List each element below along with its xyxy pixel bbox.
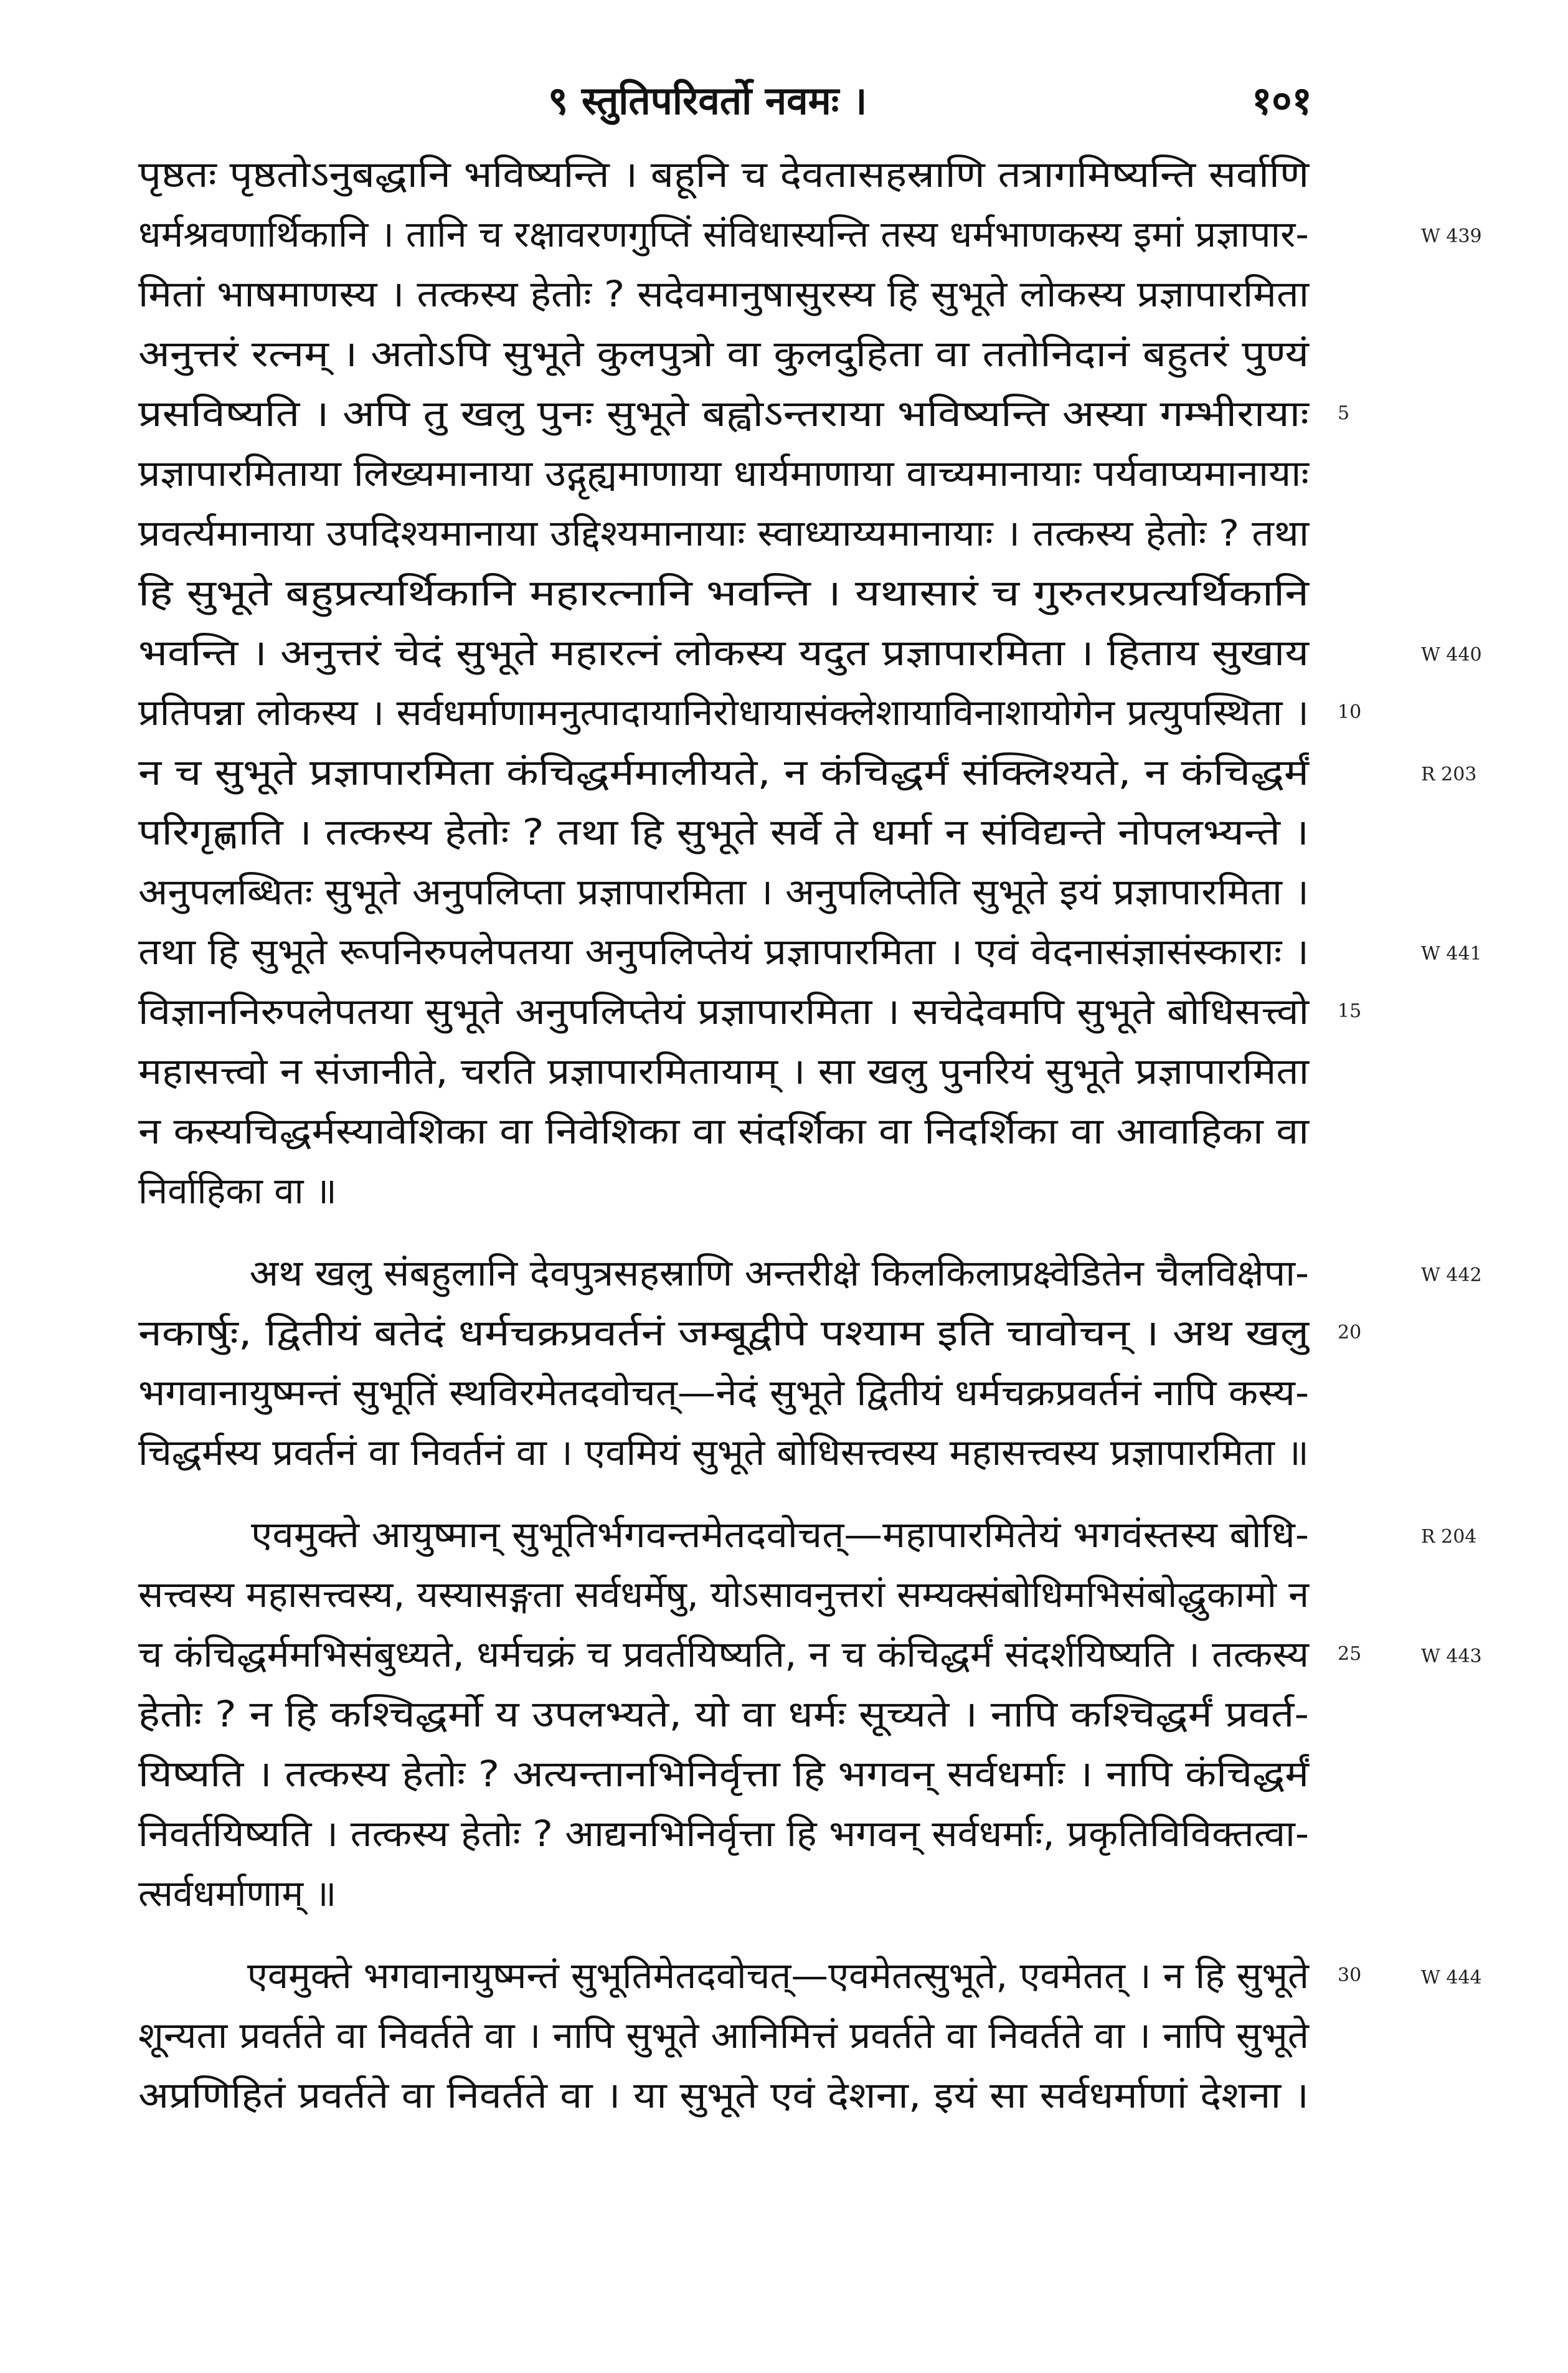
line-text: प्रज्ञापारमिताया लिख्यमानाया उद्गृह्यमाणाया धार्यमाणाया वाच्यमानायाः पर्यवाप्यमानायाः [138, 452, 1309, 495]
margin-reference: W 442 [1421, 1264, 1482, 1286]
line-text: प्रवर्त्यमानाया उपदिश्यमानाया उद्दिश्यमानायाः स्वाध्याय्यमानायाः । तत्कस्य हेतोः ? तथा [138, 512, 1310, 554]
body-text [138, 144, 1362, 2125]
line-text: निवर्तयिष्यति । तत्कस्य हेतोः ? आद्यनभिनिर्वृत्ता हि भगवन् सर्वधर्माः, प्रकृतिविविक्तत्वा- [138, 1812, 1310, 1855]
margin-reference: R 204 [1421, 1526, 1477, 1548]
text-line [138, 1363, 1321, 1423]
paragraph-gap [138, 1221, 1321, 1243]
text-line [138, 1864, 1321, 1923]
line-text: यिष्यति । तत्कस्य हेतोः ? अत्यन्तानभिनिर्वृत्ता हि भगवन् सर्वधर्माः । नापि कंचिद्धर्मं [138, 1753, 1310, 1795]
text-line [138, 1946, 1362, 2006]
text-line [138, 1505, 1321, 1565]
line-text: प्रतिपन्ना लोकस्य । सर्वधर्माणामनुत्पादायानिरोधायासंक्लेशायाविनाशायोगेन प्रत्युपस्थिता । [138, 691, 1309, 734]
line-text: हि सुभूते बहुप्रत्यर्थिकानि महारत्नानि भवन्ति । यथासारं च गुरुतरप्रत्यर्थिकानि [138, 572, 1310, 614]
line-text: त्सर्वधर्माणाम् ॥ [138, 1872, 337, 1915]
chapter-title: ९ स्तुतिपरिवर्तो नवमः । [548, 78, 867, 123]
margin-reference: W 441 [1421, 943, 1482, 965]
line-text: एवमुक्ते भगवानायुष्मन्तं सुभूतिमेतदवोचत्—एवमेतत्सुभूते, एवमेतत् । न हि सुभूते [247, 1954, 1310, 1997]
margin-references [1421, 0, 1564, 2373]
text-line [138, 982, 1362, 1041]
text-line [138, 1684, 1321, 1744]
text-line [138, 1804, 1321, 1864]
line-text: अनुपलब्धितः सुभूते अनुपलिप्ता प्रज्ञापारमिता । अनुपलिप्तेति सुभूते इयं प्रज्ञापारमिता । [138, 871, 1310, 913]
line-number: 10 [1338, 701, 1362, 723]
line-text: भवन्ति । अनुत्तरं चेदं सुभूते महारत्नं लोकस्य यदुत प्रज्ञापारमिता । हिताय सुखाय [138, 632, 1309, 674]
text-line [138, 1624, 1362, 1684]
text-line [138, 1303, 1362, 1363]
line-text: हेतोः ? न हि कश्चिद्धर्मो य उपलभ्यते, यो वा धर्मः सूच्यते । नापि कश्चिद्धर्मं प्रवर्त- [138, 1693, 1309, 1735]
running-head [0, 73, 1568, 130]
line-text: एवमुक्ते आयुष्मान् सुभूतिर्भगवन्तमेतदवोचत्—महापारमितेयं भगवंस्तस्य बोधि- [251, 1513, 1310, 1556]
text-line [138, 443, 1321, 503]
line-text: मितां भाषमाणस्य । तत्कस्य हेतोः ? सदेवमानुषासुरस्य हि सुभूते लोकस्य प्रज्ञापारमिता [138, 273, 1310, 315]
text-line [138, 1744, 1321, 1804]
text-line [138, 563, 1321, 623]
line-text: अनुत्तरं रत्नम् । अतोऽपि सुभूते कुलपुत्रो वा कुलदुहिता वा ततोनिदानं बहुतरं पुण्यं [138, 333, 1309, 375]
line-text: न च सुभूते प्रज्ञापारमिता कंचिद्धर्ममालीयते, न कंचिद्धर्मं संक्लिश्यते, न कंचिद्धर्मं [138, 751, 1309, 793]
text-line [138, 503, 1321, 563]
text-line [138, 1565, 1321, 1624]
line-number: 15 [1338, 1000, 1362, 1022]
paragraph-gap [138, 1482, 1321, 1505]
line-number: 20 [1338, 1322, 1362, 1343]
text-line [138, 2065, 1321, 2125]
margin-reference: W 443 [1421, 1646, 1482, 1667]
text-line [138, 1161, 1321, 1221]
line-text: पृष्ठतः पृष्ठतोऽनुबद्धानि भविष्यन्ति । बहूनि च देवतासहस्राणि तत्रागमिष्यन्ति सर्वाणि [138, 153, 1310, 196]
line-text: सत्त्वस्य महासत्त्वस्य, यस्यासङ्गता सर्वधर्मेषु, योऽसावनुत्तरां सम्यक्संबोधिमभिसंबोद्धुकामो न [138, 1573, 1309, 1616]
line-text: अथ खलु संबहुलानि देवपुत्रसहस्राणि अन्तरीक्षे किलकिलाप्रक्ष्वेडितेन चैलविक्षेपा- [249, 1252, 1310, 1294]
text-line [138, 2006, 1321, 2065]
text-line [138, 1041, 1321, 1101]
text-line [138, 144, 1321, 204]
line-text: भगवानायुष्मन्तं सुभूतिं स्थविरमेतदवोचत्—नेदं सुभूते द्वितीयं धर्मचक्रप्रवर्तनं नापि कस्य- [138, 1371, 1310, 1414]
text-line [138, 1101, 1321, 1161]
line-text: परिगृह्णाति । तत्कस्य हेतोः ? तथा हि सुभूते सर्वे ते धर्मा न संविद्यन्ते नोपलभ्यन्ते । [138, 811, 1310, 853]
text-line [138, 862, 1321, 922]
line-text: निर्वाहिका वा ॥ [138, 1170, 337, 1212]
line-text: तथा हि सुभूते रूपनिरुपलेपतया अनुपलिप्तेयं प्रज्ञापारमिता । एवं वेदनासंज्ञासंस्काराः । [138, 931, 1310, 973]
text-line [138, 1423, 1321, 1482]
line-text: चिद्धर्मस्य प्रवर्तनं वा निवर्तनं वा । एवमियं सुभूते बोधिसत्त्वस्य महासत्त्वस्य प्रज्ञापारमिता ॥ [138, 1431, 1309, 1474]
text-line [138, 742, 1321, 802]
text-line [138, 623, 1321, 683]
line-text: प्रसविष्यति । अपि तु खलु पुनः सुभूते बह्वोऽन्तराया भविष्यन्ति अस्या गम्भीरायाः [138, 392, 1309, 435]
text-line [138, 204, 1321, 264]
line-text: न कस्यचिद्धर्मस्यावेशिका वा निवेशिका वा संदर्शिका वा निदर्शिका वा आवाहिका वा [138, 1110, 1310, 1152]
margin-reference: W 444 [1421, 1967, 1482, 1989]
line-number: 25 [1338, 1643, 1362, 1665]
text-line [138, 264, 1321, 324]
line-number: 5 [1338, 402, 1350, 424]
text-line [138, 802, 1321, 862]
line-text: शून्यता प्रवर्तते वा निवर्तते वा । नापि सुभूते आनिमित्तं प्रवर्तते वा निवर्तते वा । नापि सुभूते [138, 2014, 1309, 2057]
text-line [138, 922, 1321, 982]
line-text: नकार्षुः, द्वितीयं बतेदं धर्मचक्रप्रवर्तनं जम्बूद्वीपे पश्याम इति चावोचन् । अथ खलु [138, 1312, 1309, 1354]
page-number: १०१ [1252, 78, 1312, 123]
line-text: अप्रणिहितं प्रवर्तते वा निवर्तते वा । या सुभूते एवं देशना, इयं सा सर्वधर्माणां देशना । [138, 2074, 1309, 2116]
text-line [138, 1243, 1321, 1303]
line-text: विज्ञाननिरुपलेपतया सुभूते अनुपलिप्तेयं प्रज्ञापारमिता । सचेदेवमपि सुभूते बोधिसत्त्वो [138, 990, 1310, 1033]
text-line [138, 683, 1362, 742]
margin-reference: R 203 [1421, 764, 1477, 785]
margin-reference: W 440 [1421, 644, 1482, 666]
text-line [138, 324, 1321, 384]
paragraph-gap [138, 1923, 1321, 1946]
margin-reference: W 439 [1421, 225, 1482, 247]
line-text: महासत्त्वो न संजानीते, चरति प्रज्ञापारमितायाम् । सा खलु पुनरियं सुभूते प्रज्ञापारमिता [138, 1050, 1310, 1092]
text-line [138, 384, 1350, 443]
line-number: 30 [1338, 1964, 1362, 1986]
line-text: च कंचिद्धर्ममभिसंबुध्यते, धर्मचक्रं च प्रवर्तयिष्यति, न च कंचिद्धर्मं संदर्शयिष्यति । तत्कस्य [138, 1633, 1309, 1675]
line-text: धर्मश्रवणार्थिकानि । तानि च रक्षावरणगुप्तिं संविधास्यन्ति तस्य धर्मभाणकस्य इमां प्रज्ञापार- [138, 213, 1309, 255]
